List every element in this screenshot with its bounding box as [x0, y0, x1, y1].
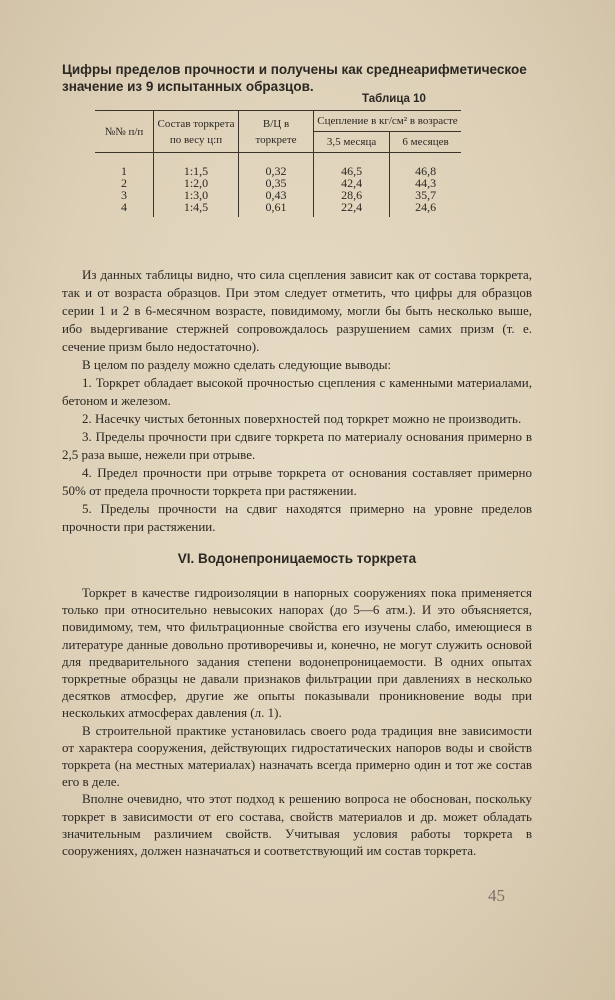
- conclusion-item: 3. Пределы прочности при сдвиге торкрета по материалу основания примерно в 2,5 раза выше, нежели при отрыве.: [62, 429, 532, 462]
- cell-wc: 0,32: [239, 153, 314, 178]
- cell-age-6: 35,7: [415, 188, 437, 202]
- intro-paragraph: Цифры пределов прочности и получены как среднеарифметическое значение из 9 испытанных образцов.: [62, 62, 527, 94]
- adhesion-table: [95, 110, 461, 217]
- header-age-6: 6 месяцев: [390, 132, 461, 153]
- paragraph: Торкрет в качестве гидроизоляции в напорных сооружениях пока применяется только при относительно невысоких напорах (до 5—6 атм.). И это объясняется, повидимому, тем, что фильтрационные свойства его изучены слабо, имеющиеся в литературе данные довольно противоречивы и, конечно, не могут служить основой для предварительного задания степени водонепроницаемости. В одних опытах торкретные образцы не давали признаков фильтрации при давлениях в несколько десятков атмосфер, другие же опыты показывали проникновение воды при нескольких атмосферах давления (л. 1).: [62, 585, 532, 721]
- page-number: 45: [488, 886, 505, 905]
- paragraph: Вполне очевидно, что этот подход к решению вопроса не обоснован, поскольку торкрет в зависимости от его состава, свойств материалов и др. может обладать значительным различием свойств. Учитывая условия работы торкрета в сооружениях, должен назначаться и соответствующий им состав торкрета.: [62, 791, 532, 859]
- cell-age-6: 44,3: [415, 176, 437, 190]
- cell-wc: 0,43: [239, 189, 314, 201]
- table-caption: Таблица 10: [362, 93, 426, 105]
- cell-composition: 1:4,5: [154, 201, 239, 217]
- cell-composition: 1:3,0: [154, 189, 239, 201]
- cell-composition: 1:1,5: [154, 153, 239, 178]
- conclusion-item: 5. Пределы прочности на сдвиг находятся примерно на уровне пределов прочности при растяжении.: [62, 501, 532, 534]
- section-text: [62, 584, 532, 859]
- cell-age-3-5: 42,4: [314, 177, 390, 189]
- conclusions-text: [62, 266, 532, 536]
- cell-age-6: 24,6: [415, 200, 437, 214]
- cell-age-6: 46,8: [415, 164, 437, 178]
- conclusion-item: 2. Насечку чистых бетонных поверхностей под торкрет можно не производить.: [82, 411, 522, 426]
- cell-num: 4: [95, 201, 154, 217]
- conclusion-item: 4. Предел прочности при отрыве торкрета от основания составляет примерно 50% от предела прочности торкрета при растяжении.: [62, 465, 532, 498]
- header-composition: Состав торкрета по весу ц:п: [154, 111, 239, 153]
- section-heading: VI. Водонепроницаемость торкрета: [177, 551, 417, 566]
- paragraph: В строительной практике установилась своего рода традиция вне зависимости от характера сооружения, действующих гидростатических напоров воды и свойств торкрета (на местных материалах) назначать всегда примерно один и тот же состав его в деле.: [62, 722, 532, 790]
- cell-num: 3: [95, 189, 154, 201]
- cell-age-3-5: 22,4: [314, 201, 390, 217]
- conclusion-item: 1. Торкрет обладает высокой прочностью сцепления с каменными материалами, бетоном и железом.: [62, 375, 532, 408]
- header-wc: В/Ц в торкрете: [239, 111, 314, 153]
- cell-wc: 0,61: [239, 201, 314, 217]
- cell-composition: 1:2,0: [154, 177, 239, 189]
- paragraph: Из данных таблицы видно, что сила сцепления зависит как от состава торкрета, так и от возраста образцов. При этом следует отметить, что цифры для образцов серии 1 и 2 в 6-месячном возрасте, повидимому, могли бы быть несколько выше, ибо выдергивание стержней сопровождалось разрушением самих призм (т. е. сечение призм было недостаточно).: [62, 267, 532, 354]
- header-num: №№ п/п: [95, 111, 154, 153]
- cell-age-3-5: 46,5: [314, 153, 390, 178]
- table-row: [95, 201, 461, 217]
- paragraph: В целом по разделу можно сделать следующие выводы:: [82, 357, 392, 372]
- header-adhesion: Сцепление в кг/см² в возрасте: [314, 111, 462, 132]
- cell-wc: 0,35: [239, 177, 314, 189]
- table-row: [95, 153, 461, 178]
- cell-num: 2: [95, 177, 154, 189]
- cell-num: 1: [95, 153, 154, 178]
- cell-age-3-5: 28,6: [314, 189, 390, 201]
- header-age-3-5: 3,5 месяца: [314, 132, 390, 153]
